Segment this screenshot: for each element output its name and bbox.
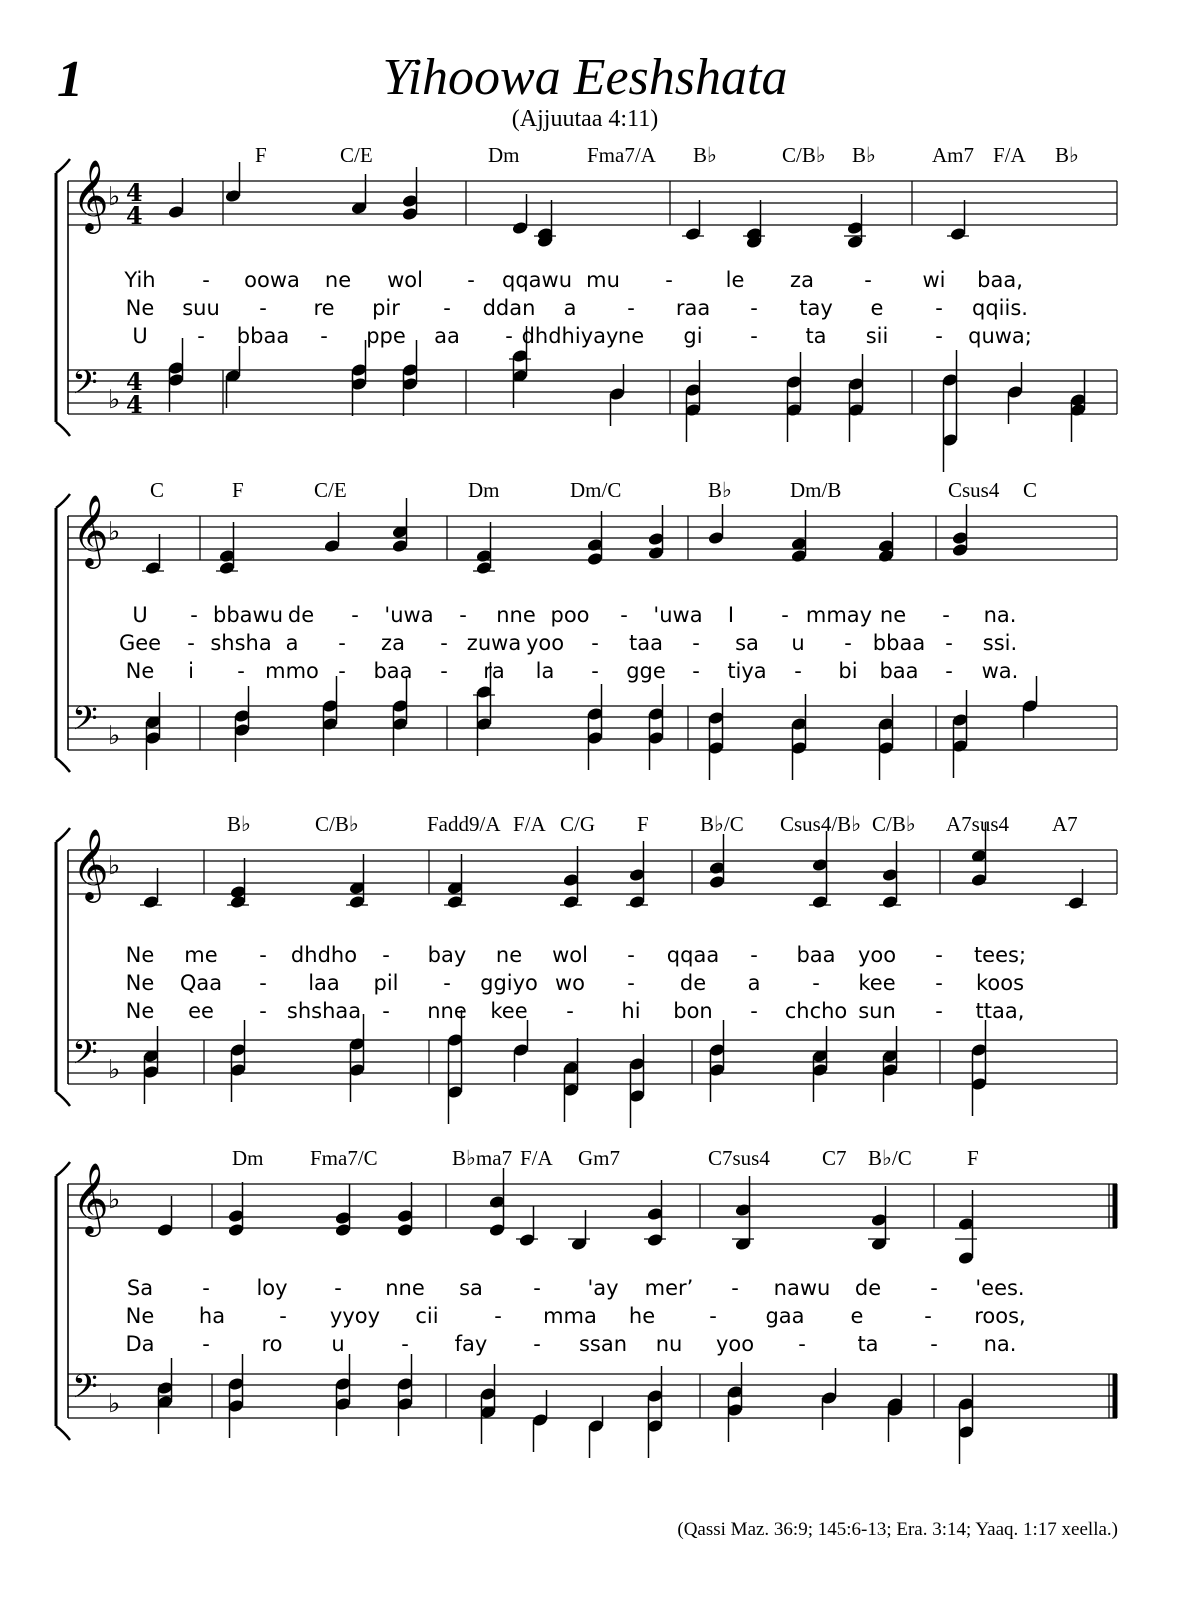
lyric-syllable: - [202,1332,210,1356]
lyric-syllable: - [627,971,635,995]
lyric-syllable: dhdho [290,943,358,967]
bass-clef-icon: 𝄢 [72,1368,98,1414]
lyric-syllable: ro [261,1332,283,1356]
lyric-syllable: wol [387,268,423,292]
lyric-syllable: mmay [805,603,873,627]
chord-symbol: F/A [513,812,546,836]
lyric-syllable: baa [373,659,413,683]
lyric-syllable: - [259,943,267,967]
lyric-syllable: nne [496,603,536,627]
lyric-syllable: la [535,659,555,683]
lyric-syllable: roos, [974,1304,1026,1328]
time-signature-top: 4 [126,178,143,207]
lyric-syllable: - [279,1304,287,1328]
chord-symbol: A7sus4 [946,812,1010,836]
lyric-syllable: a [563,296,577,320]
chord-symbol: F [967,1146,979,1170]
lyric-syllable: - [930,1332,938,1356]
chord-symbol: C/E [314,478,347,502]
chord-symbol: Csus4 [948,478,1000,502]
lyric-syllable: tiya [727,659,767,683]
lyric-syllable: poo [550,603,590,627]
lyric-syllable: i [188,659,194,683]
chord-symbol: B♭ [1055,143,1079,167]
chord-symbol: B♭ [852,143,876,167]
lyric-syllable: ee [188,999,214,1023]
lyric-syllable: yoo [525,631,565,655]
chord-symbol: C/B♭ [782,143,826,167]
lyric-syllable: kee [490,999,528,1023]
lyric-syllable: fay [454,1332,488,1356]
lyric-syllable: baa [796,943,836,967]
lyric-syllable: za [790,268,814,292]
lyric-syllable: - [692,631,700,655]
lyric-syllable: wo [554,971,586,995]
lyric-syllable: - [401,1332,409,1356]
lyric-syllable: - [382,999,390,1023]
key-flat-icon: ♭ [108,1055,121,1085]
chord-symbol: F/A [993,143,1026,167]
lyric-syllable: pir [372,296,400,320]
lyric-syllable: sa [459,1276,483,1300]
lyric-syllable: sii [865,324,889,348]
lyric-syllable: re [313,296,335,320]
lyric-syllable: - [320,324,328,348]
lyric-syllable: - [440,659,448,683]
lyric-syllable: ssan [578,1332,628,1356]
footer-references: (Qassi Maz. 36:9; 145:6-13; Era. 3:14; Yaaq. 1:17 xeella.) [677,1519,1118,1540]
lyric-syllable: - [812,971,820,995]
bass-clef-icon: 𝄢 [72,364,98,410]
lyric-syllable: baa, [977,268,1023,292]
lyric-syllable: Ne [125,999,155,1023]
lyric-syllable: ne [324,268,352,292]
lyric-syllable: ppe [366,324,406,348]
lyric-syllable: u [331,1332,345,1356]
lyric-syllable: oowa [244,268,300,292]
lyric-syllable: - [334,1276,342,1300]
lyric-syllable: tay [799,296,833,320]
bracket-top-hook [56,1162,70,1176]
lyric-syllable: - [505,324,513,348]
chord-symbol: C [1023,478,1038,502]
lyric-syllable: koos [975,971,1025,995]
lyric-syllable: bi [838,659,858,683]
lyric-syllable: za [381,631,405,655]
lyric-syllable: bay [427,943,467,967]
lyric-syllable: ra [483,659,505,683]
chord-symbol: C/B♭ [315,812,359,836]
lyric-syllable: me [184,943,218,967]
lyric-syllable: - [202,1276,210,1300]
lyric-syllable: - [750,999,758,1023]
lyric-syllable: ne [617,324,645,348]
lyric-syllable: - [930,1276,938,1300]
lyric-syllable: gge [626,659,666,683]
lyric-syllable: - [443,971,451,995]
lyric-syllable: - [187,631,195,655]
lyric-syllable: wa. [981,659,1019,683]
lyric-syllable: a [285,631,299,655]
lyric-syllable: yoo [715,1332,755,1356]
lyric-syllable: sun [858,999,896,1023]
chord-symbol: C7 [822,1146,847,1170]
lyric-syllable: Ne [125,1304,155,1328]
treble-staff [68,1161,1117,1265]
chord-symbol: C/G [560,812,596,836]
lyric-syllable: chcho [784,999,848,1023]
lyric-syllable: raa [675,296,711,320]
bass-staff [68,1354,1117,1464]
lyric-syllable: gi [683,324,703,348]
lyric-syllable: - [798,1332,806,1356]
lyric-syllable: - [750,296,758,320]
lyric-syllable: - [935,999,943,1023]
bracket-top-hook [56,159,70,173]
time-signature-top: 4 [126,367,143,396]
lyric-syllable: Yih [124,268,156,292]
lyric-syllable: he [628,1304,656,1328]
key-flat-icon: ♭ [108,1389,121,1419]
chord-symbol: Am7 [932,143,974,167]
lyric-syllable: - [924,1304,932,1328]
chord-symbol: Dm [468,478,500,502]
lyric-syllable: ssi. [982,631,1018,655]
lyric-syllable: Qaa [179,971,223,995]
lyric-syllable: - [533,1276,541,1300]
lyric-syllable: u [791,631,805,655]
lyric-syllable: - [935,296,943,320]
lyric-syllable: cii [415,1304,439,1328]
lyric-syllable: mmo [265,659,319,683]
time-signature-bottom: 4 [126,201,143,230]
hymn-number: 1 [57,51,83,108]
lyric-syllable: - [935,943,943,967]
lyric-syllable: qqiis. [972,296,1028,320]
lyric-syllable: - [620,603,628,627]
lyric-syllable: ta [805,324,827,348]
lyric-syllable: de [854,1276,882,1300]
lyric-syllable: U [132,603,148,627]
lyric-syllable: ne [879,603,907,627]
lyric-syllable: - [237,659,245,683]
lyric-syllable: shsha [210,631,272,655]
chord-symbol: F [637,812,649,836]
treble-staff [68,493,1117,575]
lyric-syllable: - [750,943,758,967]
lyric-syllable: kee [858,971,896,995]
bass-staff [68,1010,1117,1128]
lyric-syllable: - [440,631,448,655]
lyric-syllable: qqaa [666,943,720,967]
lyric-syllable: suu [182,296,220,320]
lyric-syllable: Da [125,1332,155,1356]
lyric-syllable: ggiyo [480,971,538,995]
lyric-syllable: sa [735,631,759,655]
lyric-syllable: e [870,296,884,320]
bass-time-signature [126,367,143,419]
chord-symbol: Dm/B [790,478,842,502]
lyric-syllable: - [781,603,789,627]
treble-clef-icon: 𝄞 [72,158,109,231]
lyric-syllable: e [850,1304,864,1328]
chord-symbol: C/E [340,143,373,167]
lyric-syllable: - [945,659,953,683]
bracket-bottom-hook [56,1092,70,1106]
treble-clef-icon: 𝄞 [72,827,109,900]
lyric-syllable: qqawu [501,268,573,292]
lyric-syllable: - [864,268,872,292]
lyric-syllable: I [727,603,735,627]
lyric-syllable: de [679,971,707,995]
lyric-syllable: - [197,324,205,348]
lyric-syllable: wol [552,943,588,967]
lyric-syllable: 'uwa [653,603,703,627]
lyric-syllable: 'ees. [975,1276,1025,1300]
treble-clef-icon: 𝄞 [72,493,109,566]
chord-symbol: F [255,143,267,167]
chord-symbol: Fma7/A [587,143,656,167]
lyric-syllable: - [731,1276,739,1300]
chord-symbol: Dm/C [570,478,622,502]
chord-symbol: F/A [520,1146,553,1170]
chord-symbol: B♭ [693,143,717,167]
lyric-syllable: ttaa, [975,999,1025,1023]
lyric-syllable: U [132,324,148,348]
lyric-syllable: Gee [118,631,162,655]
lyric-syllable: na. [983,1332,1017,1356]
key-flat-icon: ♭ [108,182,121,212]
lyric-syllable: - [533,1332,541,1356]
lyric-syllable: ha [198,1304,226,1328]
lyric-syllable: mer’ [644,1276,694,1300]
chord-symbol: F [232,478,244,502]
lyric-syllable: a [747,971,761,995]
lyric-syllable: le [725,268,745,292]
key-flat-icon: ♭ [108,721,121,751]
chord-symbol: C/B♭ [872,812,916,836]
lyric-syllable: Ne [125,971,155,995]
hymn-title: Yihoowa Eeshshata [382,49,788,106]
scripture-reference: (Ajjuutaa 4:11) [511,106,659,132]
lyric-syllable: - [627,296,635,320]
lyric-syllable: de [287,603,315,627]
bass-clef-icon: 𝄢 [72,1034,98,1080]
lyric-syllable: bbawu [212,603,284,627]
lyric-syllable: nawu [773,1276,831,1300]
lyric-syllable: - [494,1304,502,1328]
chord-symbol: B♭/C [700,812,744,836]
lyric-syllable: - [591,631,599,655]
bracket-top-hook [56,494,70,508]
lyric-syllable: - [259,999,267,1023]
chord-symbol: B♭ [708,478,732,502]
lyric-syllable: hi [621,999,641,1023]
treble-staff [68,158,1117,249]
treble-clef-icon: 𝄞 [72,1161,109,1234]
lyric-syllable: wi [922,268,946,292]
lyric-syllable: tees; [973,943,1027,967]
lyric-syllable: mma [543,1304,597,1328]
lyric-syllable: - [566,999,574,1023]
chord-symbol: Fadd9/A [427,812,501,836]
lyric-syllable: baa [879,659,919,683]
key-flat-icon: ♭ [108,385,121,415]
lyric-syllable: - [627,943,635,967]
chord-symbol: B♭ma7 [452,1146,513,1170]
lyric-syllable: - [935,324,943,348]
lyric-syllable: nne [385,1276,425,1300]
lyric-syllable: - [259,971,267,995]
lyric-syllable: - [750,324,758,348]
chord-symbol: Gm7 [578,1146,620,1170]
lyric-syllable: Ne [125,296,155,320]
chord-symbol: Csus4/B♭ [780,812,862,836]
lyric-syllable: bbaa [872,631,926,655]
lyric-syllable: - [202,268,210,292]
time-signature-bottom: 4 [126,390,143,419]
bracket-bottom-hook [56,422,70,436]
lyric-syllable: - [945,631,953,655]
chord-symbol: Dm [488,143,520,167]
lyric-syllable: Sa [126,1276,154,1300]
lyric-syllable: - [467,268,475,292]
lyric-syllable: na. [983,603,1017,627]
bracket-bottom-hook [56,1426,70,1440]
key-flat-icon: ♭ [108,1185,121,1215]
lyric-syllable: - [942,603,950,627]
lyric-syllable: taa [629,631,663,655]
lyric-syllable: - [351,603,359,627]
lyric-syllable: - [382,943,390,967]
lyric-syllable: loy [256,1276,288,1300]
lyric-syllable: aa [434,324,460,348]
lyric-syllable: nu [655,1332,683,1356]
chord-symbol: B♭ [227,812,251,836]
lyric-syllable: 'uwa [384,603,434,627]
lyric-syllable: quwa; [968,324,1032,348]
chord-symbol: A7 [1052,812,1078,836]
lyric-syllable: - [443,296,451,320]
lyric-syllable: ta [857,1332,879,1356]
lyric-syllable: - [338,631,346,655]
lyric-syllable: mu [586,268,620,292]
lyric-syllable: 'ay [587,1276,619,1300]
lyric-syllable: zuwa [466,631,522,655]
lyric-syllable: - [935,971,943,995]
bracket-bottom-hook [56,758,70,772]
lyric-syllable: ddan [482,296,536,320]
treble-time-signature [126,178,143,230]
lyric-syllable: pil [373,971,399,995]
lyric-syllable: Ne [125,943,155,967]
key-flat-icon: ♭ [108,851,121,881]
chord-symbol: Fma7/C [310,1146,378,1170]
lyric-syllable: ne [495,943,523,967]
lyric-syllable: - [709,1304,717,1328]
lyric-syllable: nne [427,999,467,1023]
key-flat-icon: ♭ [108,517,121,547]
chord-symbol: C7sus4 [708,1146,770,1170]
lyric-syllable: laa [308,971,340,995]
lyric-syllable: - [591,659,599,683]
lyric-syllable: yoo [857,943,897,967]
chord-symbol: C [150,478,165,502]
chord-symbol: Dm [232,1146,264,1170]
lyric-syllable: - [338,659,346,683]
lyric-syllable: - [692,659,700,683]
bracket-top-hook [56,828,70,842]
lyric-syllable: yyoy [329,1304,381,1328]
lyric-syllable: - [665,268,673,292]
bass-clef-icon: 𝄢 [72,700,98,746]
lyric-syllable: shshaa [286,999,362,1023]
lyric-syllable: - [259,296,267,320]
chord-symbol: B♭/C [868,1146,912,1170]
lyric-syllable: gaa [765,1304,805,1328]
lyric-syllable: - [459,603,467,627]
lyric-syllable: bbaa [236,324,290,348]
lyric-syllable: Ne [125,659,155,683]
lyric-syllable: dhdhiyay [521,324,619,348]
lyric-syllable: - [844,631,852,655]
lyric-syllable: - [190,603,198,627]
lyric-syllable: - [794,659,802,683]
lyric-syllable: bon [673,999,713,1023]
